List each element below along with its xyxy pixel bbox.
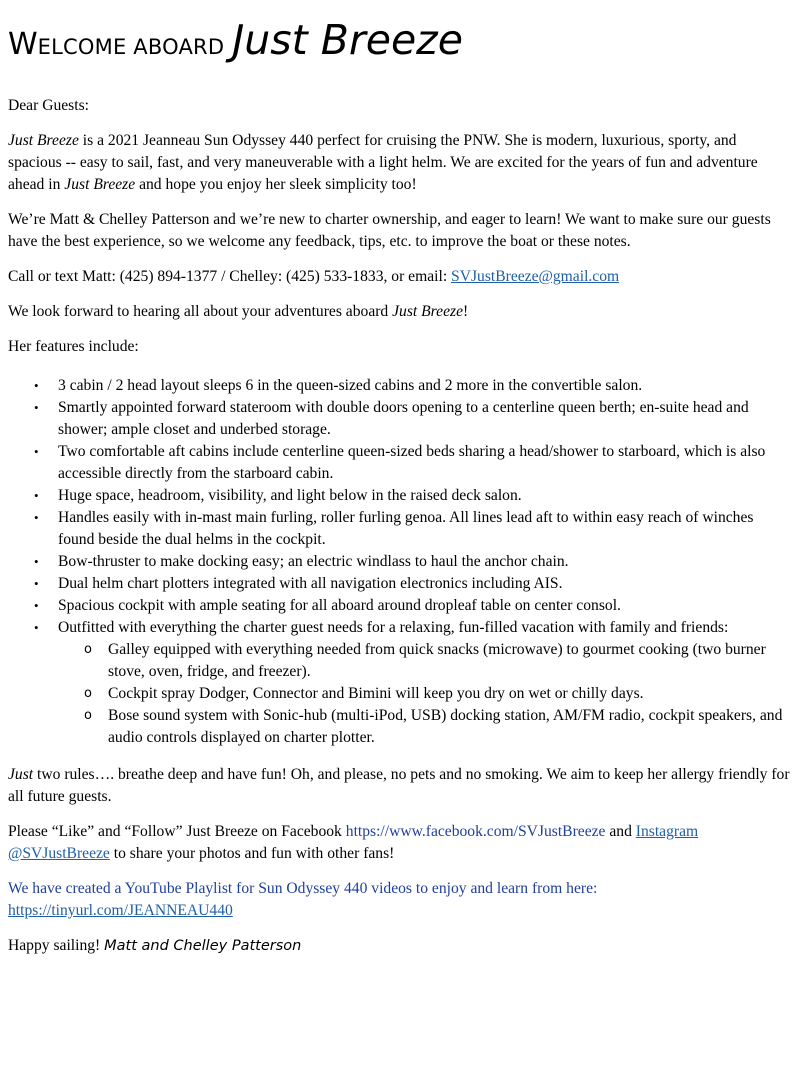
feature-text: Smartly appointed forward stateroom with double doors opening to a centerline queen berth; en-suite head and shower; ample closet and underbed storage.: [58, 399, 749, 438]
youtube-playlist-link[interactable]: https://tinyurl.com/JEANNEAU440: [8, 902, 233, 919]
signoff-names: Matt and Chelley Patterson: [104, 938, 302, 954]
look-forward-paragraph: [8, 301, 792, 323]
owners-paragraph: We’re Matt & Chelley Patterson and we’re new to charter ownership, and eager to learn! We want to make sure our guests have the best experience, so we welcome any feedback, tips, etc. to improve the boat or these notes.: [8, 211, 771, 250]
boat-name: Just Breeze: [64, 176, 136, 193]
bullet-icon: •: [34, 620, 39, 635]
feature-text: Dual helm chart plotters integrated with all navigation electronics including AIS.: [58, 575, 563, 592]
bullet-icon: •: [34, 378, 39, 393]
feature-text: Outfitted with everything the charter guest needs for a relaxing, fun-filled vacation with family and friends:: [58, 619, 729, 636]
feature-item: [8, 617, 792, 749]
sub-bullet-icon: o: [84, 686, 92, 701]
title-small-caps: ELCOME ABOARD: [37, 35, 225, 59]
sub-feature-text: Cockpit spray Dodger, Connector and Bimini will keep you dry on wet or chilly days.: [108, 685, 644, 702]
sub-bullet-icon: o: [84, 708, 92, 723]
feature-text: Bow-thruster to make docking easy; an electric windlass to haul the anchor chain.: [58, 553, 569, 570]
bullet-icon: •: [34, 400, 39, 415]
bullet-icon: •: [34, 598, 39, 613]
intro-text-1: is a 2021 Jeanneau Sun Odyssey 440 perfect for cruising the PNW. She is modern, luxurious, sporty, and spacious -- easy to sail, fast, and very maneuverable with a light helm. We are excited for the years of fun and adventure ahead in: [8, 132, 758, 193]
sub-feature-item: [58, 639, 792, 683]
youtube-text: We have created a YouTube Playlist for Sun Odyssey 440 videos to enjoy and learn from here:: [8, 880, 598, 897]
contact-paragraph: [8, 266, 792, 288]
rules-text: two rules…. breathe deep and have fun! Oh, and please, no pets and no smoking. We aim to keep her allergy friendly for all future guests.: [8, 766, 790, 805]
signoff: [8, 935, 792, 957]
boat-name: Just Breeze: [8, 132, 79, 149]
features-list: [8, 375, 792, 749]
social-text-1: Please “Like” and “Follow” Just Breeze on Facebook: [8, 823, 346, 840]
boat-name: Just Breeze: [392, 303, 464, 320]
feature-text: Handles easily with in-mast main furling, roller furling genoa. All lines lead aft to within easy reach of winches found beside the dual helms in the cockpit.: [58, 509, 754, 548]
feature-text: 3 cabin / 2 head layout sleeps 6 in the queen-sized cabins and 2 more in the convertible salon.: [58, 377, 643, 394]
features-heading: Her features include:: [8, 338, 139, 355]
bullet-icon: •: [34, 444, 39, 459]
feature-item: [8, 441, 792, 485]
intro-text-2: and hope you enjoy her sleek simplicity too!: [135, 176, 417, 193]
feature-text: Two comfortable aft cabins include centerline queen-sized beds sharing a head/shower to starboard, which is also accessible directly from the starboard cabin.: [58, 443, 766, 482]
bullet-icon: •: [34, 576, 39, 591]
email-link[interactable]: SVJustBreeze@gmail.com: [451, 268, 620, 285]
title-boat-name: Just Breeze: [232, 16, 463, 64]
bullet-icon: •: [34, 488, 39, 503]
feature-item: [8, 485, 792, 507]
feature-text: Spacious cockpit with ample seating for all aboard around dropleaf table on center consol.: [58, 597, 621, 614]
sub-feature-text: Galley equipped with everything needed from quick snacks (microwave) to gourmet cooking (two burner stove, oven, fridge, and freezer).: [108, 641, 766, 680]
greeting: Dear Guests:: [8, 97, 89, 114]
social-text-2: and: [605, 823, 636, 840]
sub-features-list: [58, 639, 792, 749]
social-text-3: to share your photos and fun with other fans!: [109, 845, 395, 862]
signoff-text: Happy sailing!: [8, 937, 105, 954]
feature-item: [8, 397, 792, 441]
look-forward-text: We look forward to hearing all about your adventures aboard: [8, 303, 393, 320]
feature-item: [8, 507, 792, 551]
facebook-link[interactable]: https://www.facebook.com/SVJustBreeze: [345, 823, 606, 840]
rules-paragraph: [8, 764, 792, 808]
instagram-link[interactable]: Instagram @SVJustBreeze: [8, 823, 699, 862]
social-paragraph: [8, 821, 792, 865]
feature-item: [8, 573, 792, 595]
feature-item: [8, 551, 792, 573]
sub-feature-item: [58, 705, 792, 749]
sub-feature-text: Bose sound system with Sonic-hub (multi-iPod, USB) docking station, AM/FM radio, cockpit speakers, and audio controls displayed on charter plotter.: [108, 707, 783, 746]
sub-bullet-icon: o: [84, 642, 92, 657]
title-initial: W: [8, 27, 38, 62]
contact-text: Call or text Matt: (425) 894-1377 / Chelley: (425) 533-1833, or email:: [8, 268, 452, 285]
feature-text: Huge space, headroom, visibility, and light below in the raised deck salon.: [58, 487, 522, 504]
youtube-paragraph: [8, 878, 792, 922]
feature-item: [8, 595, 792, 617]
page-title: [8, 14, 792, 75]
intro-paragraph: [8, 130, 792, 196]
feature-item: [8, 375, 792, 397]
bullet-icon: •: [34, 510, 39, 525]
sub-feature-item: [58, 683, 792, 705]
rules-just: Just: [8, 766, 34, 783]
look-forward-end: !: [463, 303, 469, 320]
bullet-icon: •: [34, 554, 39, 569]
